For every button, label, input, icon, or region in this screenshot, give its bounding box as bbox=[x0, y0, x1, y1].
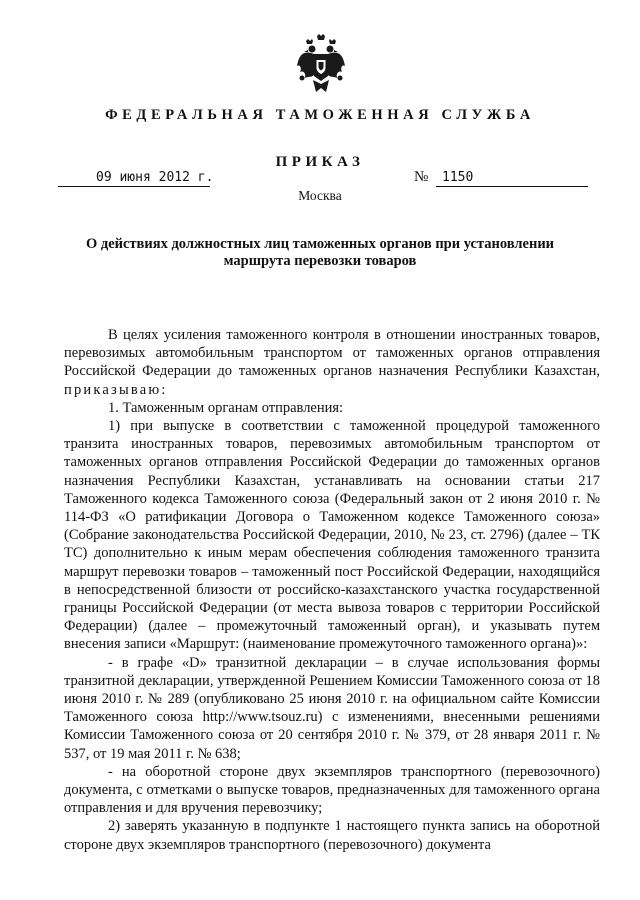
intro-text: В целях усиления таможенного контроля в отношении иностранных товаров, перевозимых автомобильным транспортом от таможенных органов отправления Российской Федерации до таможенных органов назначения Республики Казахстан, bbox=[64, 327, 600, 380]
number-sign: № bbox=[414, 169, 429, 185]
agency-name: ФЕДЕРАЛЬНАЯ ТАМОЖЕННАЯ СЛУЖБА bbox=[105, 107, 535, 123]
number-underline bbox=[436, 186, 588, 187]
paragraph-1: 1. Таможенным органам отправления: bbox=[108, 399, 344, 416]
document-body bbox=[64, 326, 600, 854]
date-underline bbox=[58, 186, 210, 187]
paragraph-1-1: 1) при выпуске в соответствии с таможенной процедурой таможенного транзита иностранных товаров, перевозимых автомобильным транспортом от таможенных органов отправления Российской Федерации до таможенных органов назначения Республики Казахстан, устанавливать на основании статьи 217 Таможенного кодекса Таможенного союза (Федеральный закон от 2 июня 2010 г. № 114-ФЗ «О ратификации Договора о Таможенном кодексе Таможенного союза» (Собрание законодательства Российской Федерации, 2010, № 23, ст. 2796) (далее – ТК ТС) дополнительно к иным мерам обеспечения соблюдения таможенного транзита маршрут перевозки товаров – таможенный пост Российской Федерации, находящийся в непосредственной близости от российско-казахстанского участка государственной границы Российской Федерации (от места вывоза товаров с территории Российской Федерации) (далее – промежуточный таможенный орган), и указывать путем внесения записи «Маршрут: (наименование промежуточного таможенного органа)»: bbox=[64, 418, 600, 653]
paragraph-dash-1: - в графе «D» транзитной декларации – в случае использования формы транзитной декларации, утвержденной Решением Комиссии Таможенного союза от 18 июня 2010 г. № 289 (опубликовано 25 июня 2010 г. на официальном сайте Комиссии Таможенного союза http://www.tsouz.ru) с изменениями, внесенными решениями Комиссии Таможенного союза от 20 сентября 2010 г. № 379, от 28 января 2011 г. № 537, от 19 мая 2011 г. № 638; bbox=[64, 654, 600, 762]
coat-of-arms-emblem bbox=[296, 34, 346, 98]
title-line-2: маршрута перевозки товаров bbox=[223, 253, 417, 269]
intro-command: приказываю: bbox=[64, 381, 168, 398]
paragraph-intro bbox=[64, 326, 600, 399]
document-type: ПРИКАЗ bbox=[275, 154, 365, 170]
order-date: 09 июня 2012 г. bbox=[96, 170, 214, 185]
paragraph-dash-2: - на оборотной стороне двух экземпляров транспортного (перевозочного) документа, с отметками о выпуске товаров, предназначенных для таможенного органа отправления и для вручения перевозчику; bbox=[64, 763, 600, 817]
paragraph-1-2: 2) заверять указанную в подпункте 1 настоящего пункта запись на оборотной стороне двух экземпляров транспортного (перевозочного) документа bbox=[64, 818, 600, 853]
city: Москва bbox=[298, 188, 342, 203]
order-number: 1150 bbox=[442, 170, 474, 185]
document-title bbox=[60, 236, 580, 270]
title-line-1: О действиях должностных лиц таможенных органов при установлении bbox=[85, 236, 555, 252]
